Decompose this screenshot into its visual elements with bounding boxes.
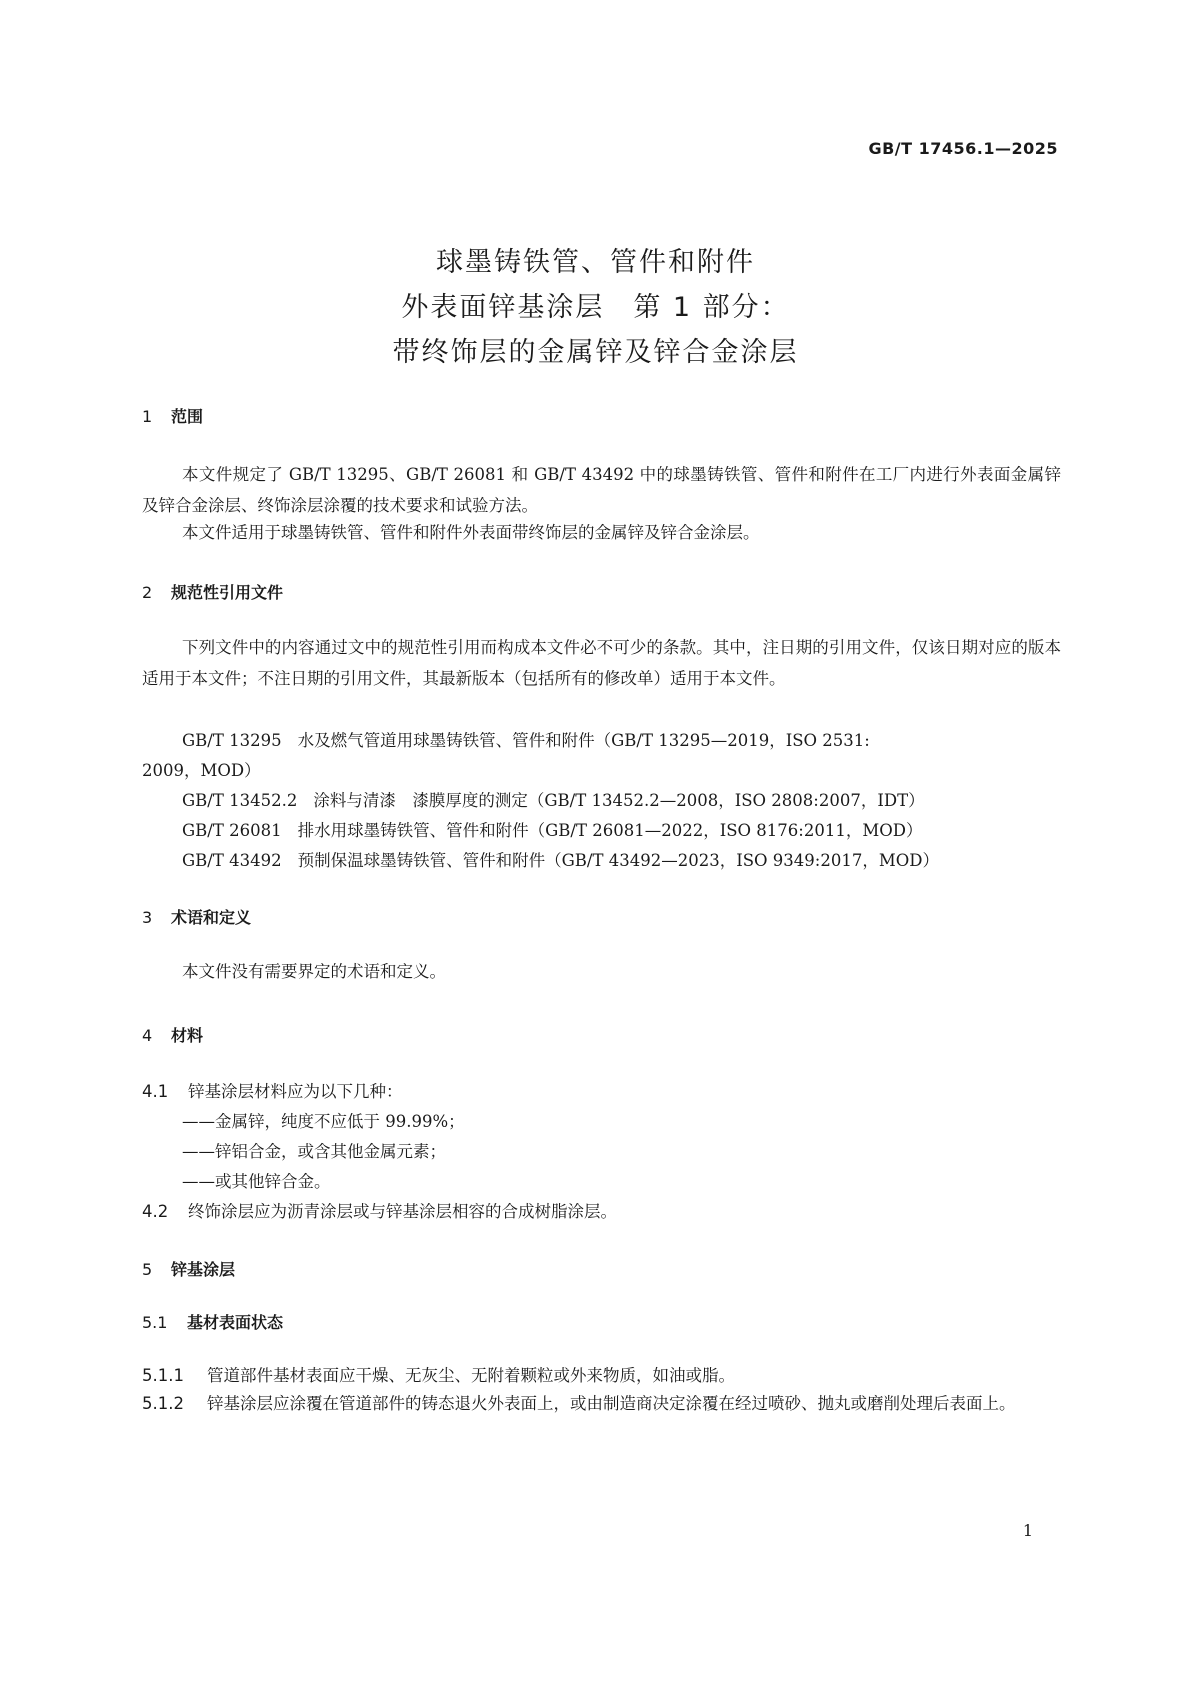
list-item: ——锌铝合金，或含其他金属元素； — [182, 1142, 446, 1161]
reference-title: 排水用球墨铸铁管、管件和附件（GB/T 26081—2022，ISO 8176:2011，MOD） — [297, 821, 923, 840]
normative-reference — [182, 787, 925, 811]
section-1-paragraph-1: 本文件规定了 GB/T 13295、GB/T 26081 和 GB/T 43492 中的球墨铸铁管、管件和附件在工厂内进行外表面金属锌及锌合金涂层、终饰涂层涂覆的技术要求和试验方法。 — [142, 465, 1061, 515]
section-number: 4 — [142, 1026, 153, 1045]
document-title-line-1: 球墨铸铁管、管件和附件 — [436, 247, 755, 278]
document-title-line-3: 带终饰层的金属锌及锌合金涂层 — [392, 337, 799, 368]
reference-title: 水及燃气管道用球墨铸铁管、管件和附件（GB/T 13295—2019，ISO 2531: — [297, 731, 870, 750]
section-title: 锌基涂层 — [171, 1260, 236, 1279]
clause-number: 5.1.1 — [142, 1366, 184, 1385]
section-title: 规范性引用文件 — [171, 583, 284, 602]
section-1-paragraph-2: 本文件适用于球墨铸铁管、管件和附件外表面带终饰层的金属锌及锌合金涂层。 — [182, 523, 760, 542]
section-4-heading — [142, 1023, 203, 1046]
section-2-heading — [142, 580, 283, 603]
section-number: 1 — [142, 407, 153, 426]
section-title: 范围 — [171, 407, 204, 426]
normative-reference — [182, 727, 870, 751]
section-1-heading — [142, 404, 203, 427]
clause-number: 4.2 — [142, 1202, 169, 1221]
clause-text: 管道部件基材表面应干燥、无灰尘、无附着颗粒或外来物质，如油或脂。 — [207, 1366, 735, 1385]
normative-reference-continuation: 2009，MOD） — [142, 761, 261, 780]
reference-title: 涂料与清漆 漆膜厚度的测定（GB/T 13452.2—2008，ISO 2808:2007，IDT） — [313, 791, 925, 810]
clause-text: 锌基涂层材料应为以下几种： — [188, 1082, 403, 1101]
section-title: 材料 — [171, 1026, 204, 1045]
section-3-paragraph-1: 本文件没有需要界定的术语和定义。 — [182, 962, 446, 981]
list-item: ——金属锌，纯度不应低于 99.99%； — [182, 1112, 465, 1131]
subsection-title: 基材表面状态 — [187, 1313, 284, 1332]
clause-number: 5.1.2 — [142, 1394, 184, 1413]
reference-title: 预制保温球墨铸铁管、管件和附件（GB/T 43492—2023，ISO 9349:2017，MOD） — [297, 851, 939, 870]
section-number: 2 — [142, 583, 153, 602]
reference-code: GB/T 13452.2 — [182, 791, 298, 810]
section-number: 5 — [142, 1260, 153, 1279]
list-item: ——或其他锌合金。 — [182, 1172, 331, 1191]
clause-4-1 — [142, 1078, 403, 1102]
reference-code: GB/T 43492 — [182, 851, 282, 870]
section-2-paragraph-1: 下列文件中的内容通过文中的规范性引用而构成本文件必不可少的条款。其中，注日期的引用文件，仅该日期对应的版本适用于本文件；不注日期的引用文件，其最新版本（包括所有的修改单）适用于本文件。 — [142, 638, 1061, 688]
standard-code: GB/T 17456.1—2025 — [868, 139, 1058, 158]
clause-text: 终饰涂层应为沥青涂层或与锌基涂层相容的合成树脂涂层。 — [188, 1202, 617, 1221]
clause-number: 4.1 — [142, 1082, 169, 1101]
document-title-line-2: 外表面锌基涂层 第 1 部分： — [401, 292, 790, 323]
reference-code: GB/T 26081 — [182, 821, 282, 840]
page-number: 1 — [1022, 1521, 1033, 1540]
clause-5-1-2 — [142, 1388, 1061, 1419]
section-title: 术语和定义 — [171, 908, 252, 927]
subsection-number: 5.1 — [142, 1313, 168, 1332]
clause-text: 锌基涂层应涂覆在管道部件的铸态退火外表面上，或由制造商决定涂覆在经过喷砂、抛丸或磨削处理后表面上。 — [207, 1394, 1016, 1413]
normative-reference — [182, 817, 923, 841]
section-5-heading — [142, 1257, 235, 1280]
section-3-heading — [142, 905, 251, 928]
subsection-5-1-heading — [142, 1310, 283, 1333]
normative-reference — [182, 847, 939, 871]
reference-code: GB/T 13295 — [182, 731, 282, 750]
section-number: 3 — [142, 908, 153, 927]
clause-5-1-1 — [142, 1362, 735, 1386]
clause-4-2 — [142, 1198, 617, 1222]
